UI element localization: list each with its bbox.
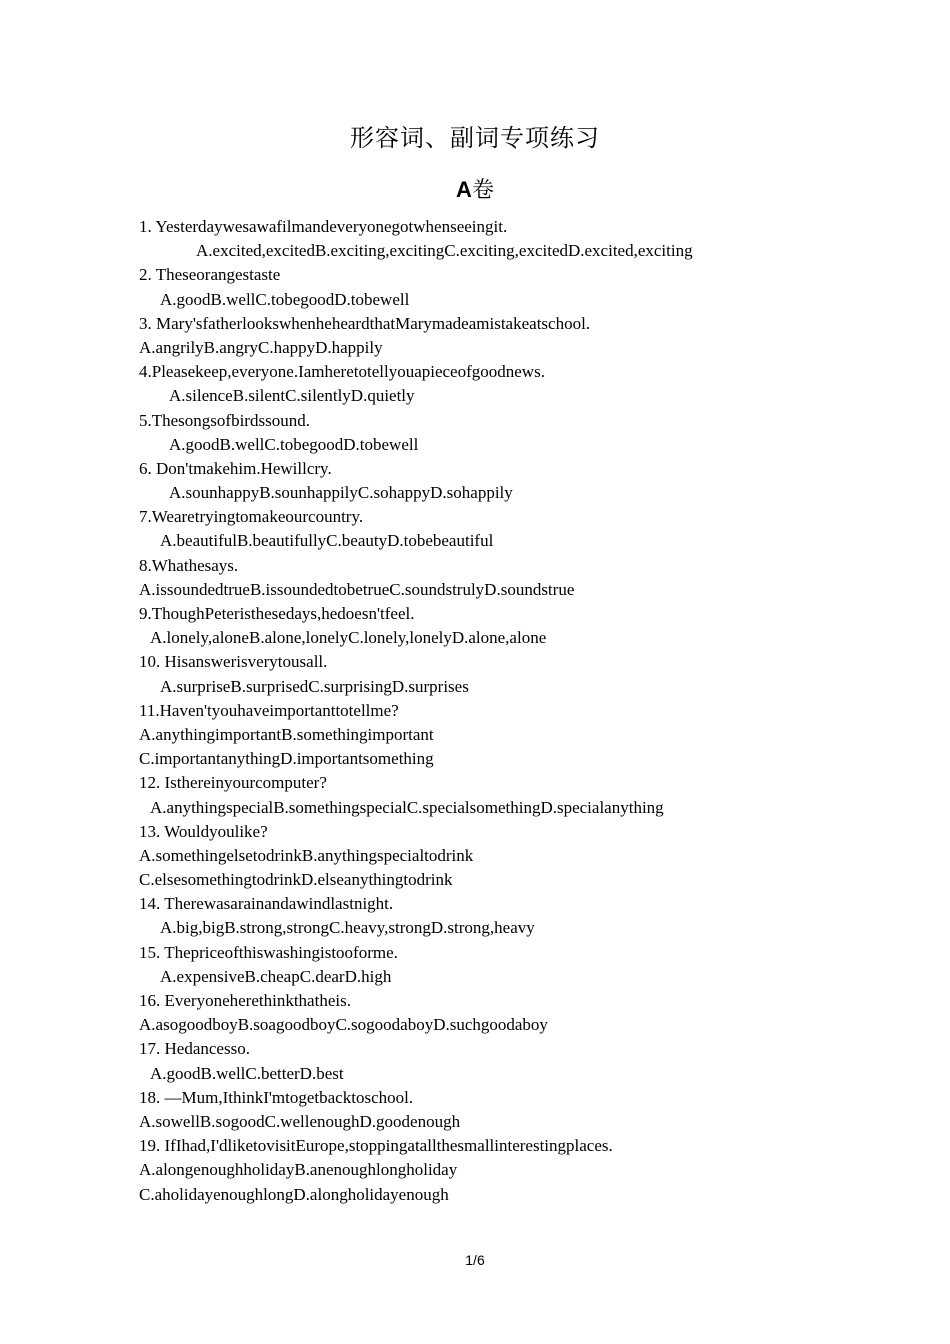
exercise-line: A.sowellB.sogoodC.wellenoughD.goodenough xyxy=(139,1111,461,1131)
exercise-line: A.silenceB.silentC.silentlyD.quietly xyxy=(169,386,415,406)
exercise-line: C.importantanythingD.importantsomething xyxy=(139,749,434,769)
exercise-list xyxy=(139,215,919,1207)
exercise-line: C.elsesomethingtodrinkD.elseanythingtodrink xyxy=(139,870,453,890)
exercise-line: A.surpriseB.surprisedC.surprisingD.surprises xyxy=(160,676,469,696)
page-title: 形容词、副词专项练习 xyxy=(350,124,600,152)
exercise-line: A.lonely,aloneB.alone,lonelyC.lonely,lonelyD.alone,alone xyxy=(150,628,547,648)
exercise-line: 3. Mary'sfatherlookswhenheheardthatMarymadeamistakeatschool. xyxy=(139,313,591,333)
exercise-line: 4.Pleasekeep,everyone.Iamheretotellyouapieceofgoodnews. xyxy=(139,362,545,382)
exercise-line: 14. Therewasarainandawindlastnight. xyxy=(139,894,394,914)
exercise-line: 18. —Mum,IthinkI'mtogetbacktoschool. xyxy=(139,1087,414,1107)
exercise-line: A.big,bigB.strong,strongC.heavy,strongD.strong,heavy xyxy=(160,918,535,938)
page-number: 1/6 xyxy=(465,1252,485,1268)
exercise-line: 1. Yesterdaywesawafilmandeveryonegotwhenseeingit. xyxy=(139,217,508,236)
exercise-line: A.expensiveB.cheapC.dearD.high xyxy=(160,966,392,986)
exercise-line: A.goodB.wellC.tobegoodD.tobewell xyxy=(160,289,410,309)
exercise-line: 15. Thepriceofthiswashingistooforme. xyxy=(139,942,398,962)
exercise-line: 9.ThoughPeteristhesedays,hedoesn'tfeel. xyxy=(139,604,415,623)
exercise-line: C.aholidayenoughlongD.alongholidayenough xyxy=(139,1184,449,1204)
exercise-line: A.beautifulB.beautifullyC.beautyD.tobebeautiful xyxy=(160,531,494,551)
section-suffix: 卷 xyxy=(471,178,494,203)
exercise-line: 6. Don'tmakehim.Hewillcry. xyxy=(139,458,332,478)
exercise-line: A.sounhappyB.sounhappilyC.sohappyD.sohappily xyxy=(169,483,513,503)
exercise-line: A.anythingspecialB.somethingspecialC.specialsomethingD.specialanything xyxy=(150,797,664,817)
exercise-line: A.anythingimportantB.somethingimportant xyxy=(139,724,434,744)
exercise-line: 7.Wearetryingtomakeourcountry. xyxy=(139,507,364,527)
exercise-line: A.asogoodboyB.soagoodboyC.sogoodaboyD.suchgoodaboy xyxy=(139,1015,548,1035)
exercise-line: 13. Wouldyoulike? xyxy=(139,821,268,841)
exercise-line: 5.Thesongsofbirdssound. xyxy=(139,410,310,430)
exercise-line: 8.Whathesays. xyxy=(139,555,239,575)
section-title xyxy=(0,173,950,204)
exercise-line: 11.Haven'tyouhaveimportanttotellme? xyxy=(139,700,399,720)
exercise-line: A.alongenoughholidayB.anenoughlongholiday xyxy=(139,1160,458,1180)
exercise-line: A.excited,excitedB.exciting,excitingC.exciting,excitedD.excited,exciting xyxy=(196,241,693,261)
exercise-line: A.angrilyB.angryC.happyD.happily xyxy=(139,337,383,357)
exercise-line: 17. Hedancesso. xyxy=(139,1039,250,1059)
exercise-line: 12. Isthereinyourcomputer? xyxy=(139,773,327,793)
exercise-line: 10. Hisanswerisverytousall. xyxy=(139,652,328,672)
exercise-line: 19. IfIhad,I'dliketovisitEurope,stoppingatallthesmallinterestingplaces. xyxy=(139,1136,613,1156)
exercise-line: 16. Everyoneherethinkthatheis. xyxy=(139,991,351,1010)
exercise-line: A.issoundedtrueB.issoundedtobetrueC.soundstrulyD.soundstrue xyxy=(139,579,575,599)
exercise-line: A.somethingelsetodrinkB.anythingspecialtodrink xyxy=(139,845,474,865)
exercise-line: A.goodB.wellC.tobegoodD.tobewell xyxy=(169,434,419,454)
section-letter: A xyxy=(456,177,472,202)
exercise-line: A.goodB.wellC.betterD.best xyxy=(150,1063,344,1083)
exercise-line: 2. Theseorangestaste xyxy=(139,265,281,285)
